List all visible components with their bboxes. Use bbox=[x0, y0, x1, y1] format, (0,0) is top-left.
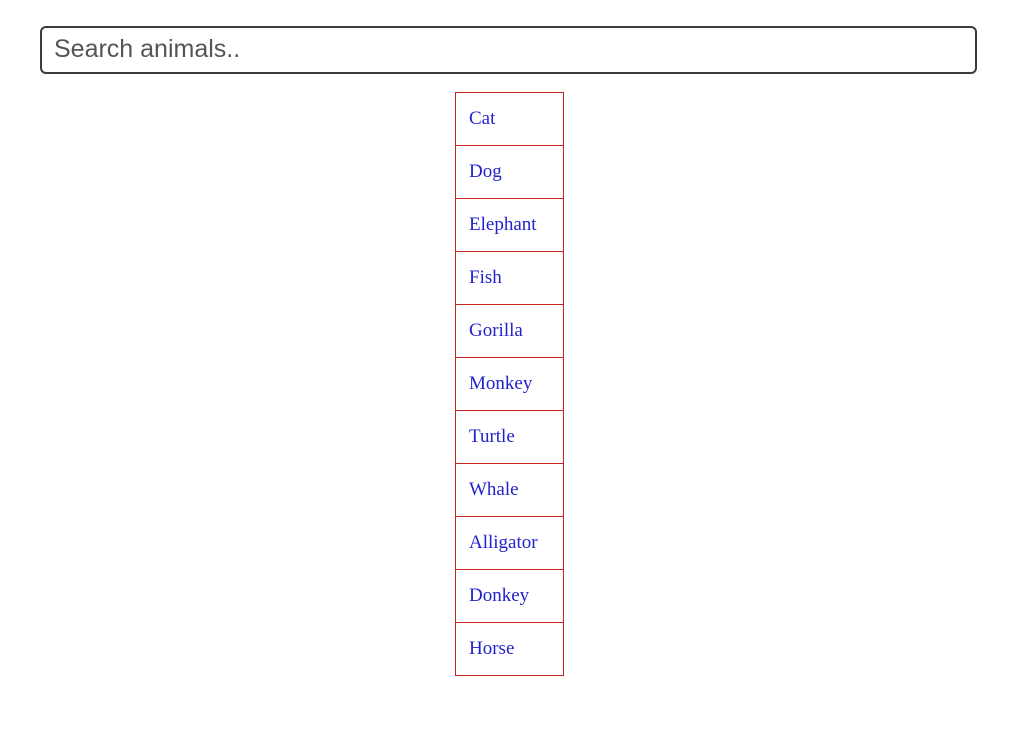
list-item[interactable] bbox=[455, 517, 564, 570]
animal-link[interactable]: Fish bbox=[469, 267, 502, 288]
list-item[interactable] bbox=[455, 93, 564, 146]
animal-list bbox=[455, 92, 564, 676]
animal-link[interactable]: Alligator bbox=[469, 532, 538, 553]
animal-link[interactable]: Elephant bbox=[469, 214, 537, 235]
animal-link[interactable]: Donkey bbox=[469, 585, 530, 606]
list-item[interactable] bbox=[455, 146, 564, 199]
search-input[interactable] bbox=[40, 26, 977, 74]
list-item[interactable] bbox=[455, 411, 564, 464]
animal-link[interactable]: Gorilla bbox=[469, 320, 523, 341]
list-item[interactable] bbox=[455, 623, 564, 676]
list-item[interactable] bbox=[455, 199, 564, 252]
animal-link[interactable]: Horse bbox=[469, 638, 515, 659]
list-item[interactable] bbox=[455, 252, 564, 305]
animal-link[interactable]: Whale bbox=[469, 479, 519, 500]
list-item[interactable] bbox=[455, 464, 564, 517]
animal-link[interactable]: Monkey bbox=[469, 373, 533, 394]
list-item[interactable] bbox=[455, 305, 564, 358]
list-item[interactable] bbox=[455, 358, 564, 411]
animal-link[interactable]: Cat bbox=[469, 108, 496, 129]
animal-link[interactable]: Dog bbox=[469, 161, 502, 182]
search-field-container bbox=[40, 26, 977, 74]
list-item[interactable] bbox=[455, 570, 564, 623]
animal-link[interactable]: Turtle bbox=[469, 426, 515, 447]
